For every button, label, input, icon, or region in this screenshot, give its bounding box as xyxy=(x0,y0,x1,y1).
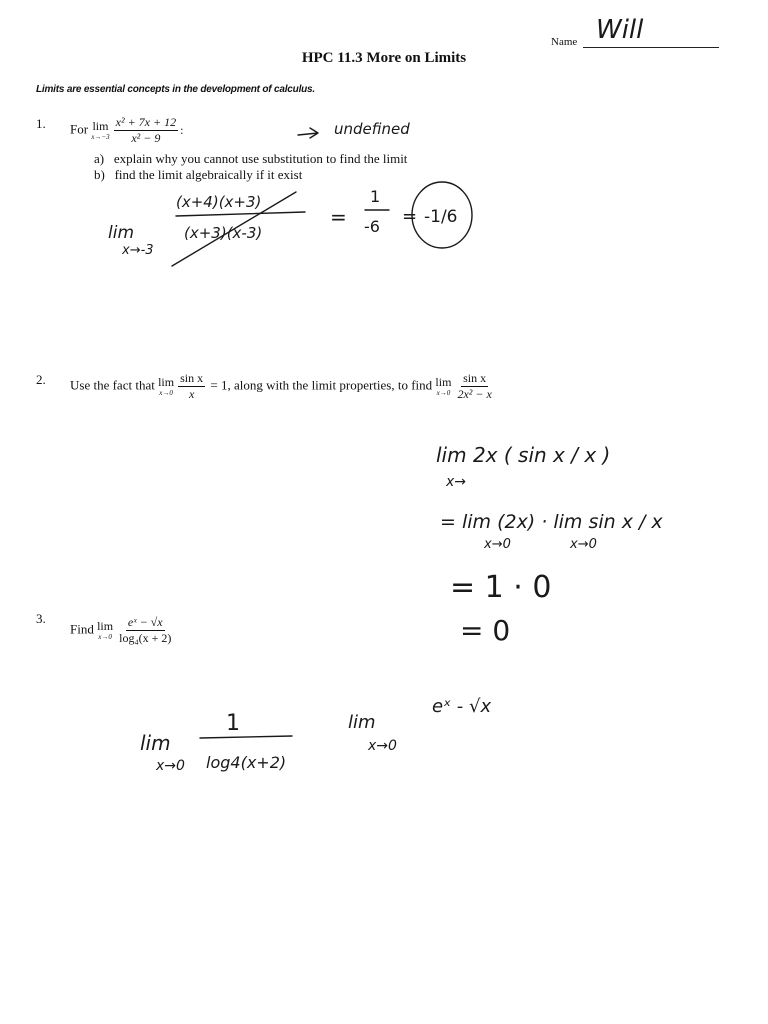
q1-factored-numerator: (x+4)(x+3) xyxy=(176,193,262,211)
q1-equals-2: = xyxy=(402,206,418,227)
q3-lim-word: lim xyxy=(97,619,114,634)
q1-frac-num: 1 xyxy=(370,187,381,206)
q1-expression xyxy=(91,116,183,145)
q2-given-expression xyxy=(158,372,207,401)
q3-right-lim: lim xyxy=(348,712,376,733)
q3-prefix: Find xyxy=(70,621,94,637)
q1-lim-hand: lim xyxy=(108,223,135,243)
q2-target-numerator: sin x xyxy=(461,372,488,387)
q1-undefined-note: undefined xyxy=(334,120,410,138)
q3-left-fraction-bar xyxy=(200,736,292,738)
q3-right-top: eˣ - √x xyxy=(432,696,492,717)
q2-line2: = lim (2x) · lim sin x / x xyxy=(440,511,663,533)
q2-line1-sub: x→ xyxy=(446,474,467,490)
q2-given-eq: = 1, along with the limit properties, to find xyxy=(210,377,433,393)
name-field-line xyxy=(583,47,719,48)
q2-target-expression xyxy=(435,372,495,401)
q2-given-lim xyxy=(158,376,174,397)
q1-part-b-label: b) xyxy=(94,167,105,182)
q3-lim xyxy=(97,620,113,641)
q1-lim xyxy=(91,120,109,141)
question-1-prompt xyxy=(70,116,183,145)
question-1-number: 1. xyxy=(36,116,46,131)
q2-target-lim xyxy=(435,376,451,397)
q1-lim-sub: x→−3 xyxy=(91,133,110,142)
q3-fraction xyxy=(117,616,173,645)
q2-target-fraction xyxy=(455,372,493,401)
q2-line4: = 0 xyxy=(460,614,511,647)
q1-prefix: For xyxy=(70,121,89,137)
q2-line2-sub1: x→0 xyxy=(484,537,511,552)
q3-numerator: eˣ − √x xyxy=(126,616,165,631)
q1-suffix: : xyxy=(180,123,184,138)
q3-left-num: 1 xyxy=(226,711,240,736)
question-2-number: 2. xyxy=(36,372,46,387)
q1-part-a xyxy=(94,151,407,167)
question-2-prompt xyxy=(70,372,496,401)
q2-line2-sub2: x→0 xyxy=(570,537,597,552)
q1-part-a-text: explain why you cannot use substitution to find the limit xyxy=(113,151,408,166)
q3-denominator: log₄(x + 2) xyxy=(119,631,172,646)
q1-answer-circle xyxy=(412,182,472,248)
q3-right-lim-sub: x→0 xyxy=(368,738,397,754)
q1-arrow-icon xyxy=(298,128,318,138)
q1-final-answer: -1/6 xyxy=(424,207,458,227)
q1-part-b xyxy=(94,167,302,183)
q1-cancel-stroke xyxy=(172,192,296,266)
q3-left-den: log4(x+2) xyxy=(206,753,287,772)
q1-numerator: x² + 7x + 12 xyxy=(114,116,178,131)
q3-lim-sub: x→0 xyxy=(98,633,112,642)
q1-fraction-bar xyxy=(176,212,305,216)
intro-text: Limits are essential concepts in the development of calculus. xyxy=(36,84,315,95)
q2-given-lim-sub: x→0 xyxy=(159,389,173,398)
q1-denominator: x² − 9 xyxy=(131,131,161,146)
q1-fraction xyxy=(114,116,178,145)
q1-frac-den: -6 xyxy=(364,217,380,236)
q2-given-fraction xyxy=(178,372,205,401)
q2-target-lim-word: lim xyxy=(435,375,452,390)
q2-given-denominator: x xyxy=(188,387,195,402)
q1-lim-word: lim xyxy=(92,119,109,134)
q1-lim-hand-sub: x→-3 xyxy=(122,243,154,258)
question-3-prompt xyxy=(70,616,175,645)
q2-target-lim-sub: x→0 xyxy=(436,389,451,398)
q3-left-lim-sub: x→0 xyxy=(156,758,185,774)
question-3-number: 3. xyxy=(36,611,46,626)
q2-given-lim-word: lim xyxy=(158,375,175,390)
name-label: Name xyxy=(551,36,578,48)
q1-part-b-text: find the limit algebraically if it exist xyxy=(114,167,303,182)
q2-prefix: Use the fact that xyxy=(70,377,155,393)
q3-left-lim: lim xyxy=(140,731,171,755)
q3-expression xyxy=(97,616,175,645)
q2-line1: lim 2x ( sin x / x ) xyxy=(436,443,611,467)
signature-will: Will xyxy=(596,15,644,45)
q1-part-a-label: a) xyxy=(94,151,105,166)
q2-target-denominator: 2x² − x xyxy=(457,387,492,402)
page-title: HPC 11.3 More on Limits xyxy=(301,50,467,66)
q2-line3: = 1 · 0 xyxy=(450,570,552,605)
q1-equals: = xyxy=(330,205,347,229)
q1-factored-denominator: (x+3)(x-3) xyxy=(184,224,263,242)
q2-given-numerator: sin x xyxy=(178,372,205,387)
